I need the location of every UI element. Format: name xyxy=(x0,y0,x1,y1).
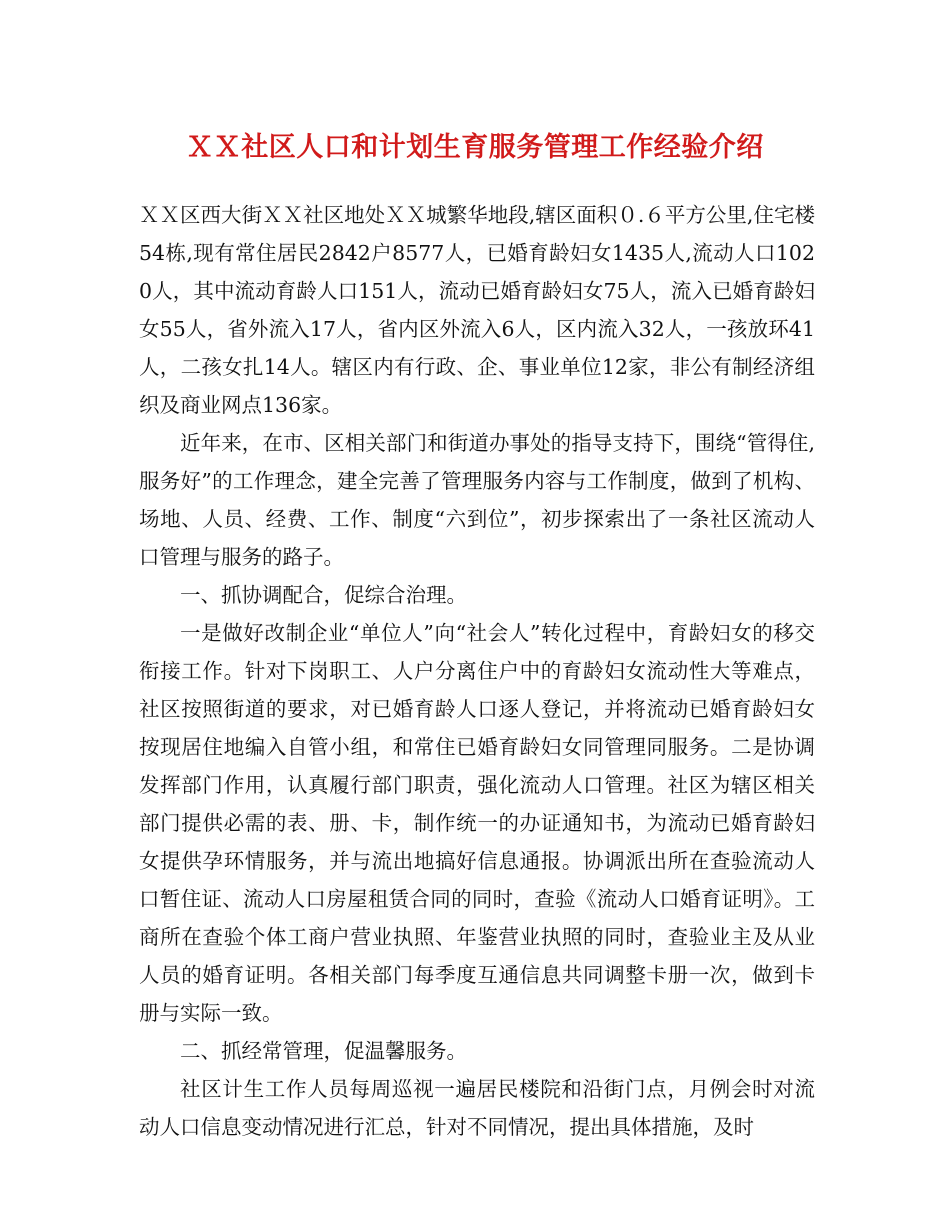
paragraph-section-2: 社区计生工作人员每周巡视一遍居民楼院和沿街门点，月例会时对流动人口信息变动情况进行汇总，针对不同情况，提出具体措施，及时 xyxy=(139,1077,815,1139)
document-body xyxy=(139,196,815,1146)
section-heading-2: 二、抓经常管理，促温馨服务。 xyxy=(180,1039,467,1063)
document-title: ＸＸ社区人口和计划生育服务管理工作经验介绍 xyxy=(186,132,764,163)
paragraph-overview: 近年来，在市、区相关部门和街道办事处的指导支持下，围绕“管得住,服务好”的工作理念，建全完善了管理服务内容与工作制度，做到了机构、场地、人员、经费、工作、制度“六到位”，初步探索出了一条社区流动人口管理与服务的路子。 xyxy=(139,431,815,569)
section-heading-1: 一、抓协调配合，促综合治理。 xyxy=(180,583,467,607)
paragraph-intro: ＸＸ区西大街ＸＸ社区地处ＸＸ城繁华地段,辖区面积０.６平方公里,住宅楼54栋,现有常住居民2842户8577人，已婚育龄妇女1435人,流动人口1020人，其中流动育龄人口151人，流动已婚育龄妇女75人，流入已婚育龄妇女55人，省外流入17人，省内区外流入6人，区内流入32人，一孩放环41人，二孩女扎14人。辖区内有行政、企、事业单位12家，非公有制经济组织及商业网点136家。 xyxy=(139,203,815,417)
paragraph-section-1: 一是做好改制企业“单位人”向“社会人”转化过程中，育龄妇女的移交衔接工作。针对下岗职工、人户分离住户中的育龄妇女流动性大等难点，社区按照街道的要求，对已婚育龄人口逐人登记，并将流动已婚育龄妇女按现居住地编入自管小组，和常住已婚育龄妇女同管理同服务。二是协调发挥部门作用，认真履行部门职责，强化流动人口管理。社区为辖区相关部门提供必需的表、册、卡，制作统一的办证通知书，为流动已婚育龄妇女提供孕环情服务，并与流出地搞好信息通报。协调派出所在查验流动人口暂住证、流动人口房屋租赁合同的同时，查验《流动人口婚育证明》。工商所在查验个体工商户营业执照、年鉴营业执照的同时，查验业主及从业人员的婚育证明。各相关部门每季度互通信息共同调整卡册一次，做到卡册与实际一致。 xyxy=(139,621,815,1025)
